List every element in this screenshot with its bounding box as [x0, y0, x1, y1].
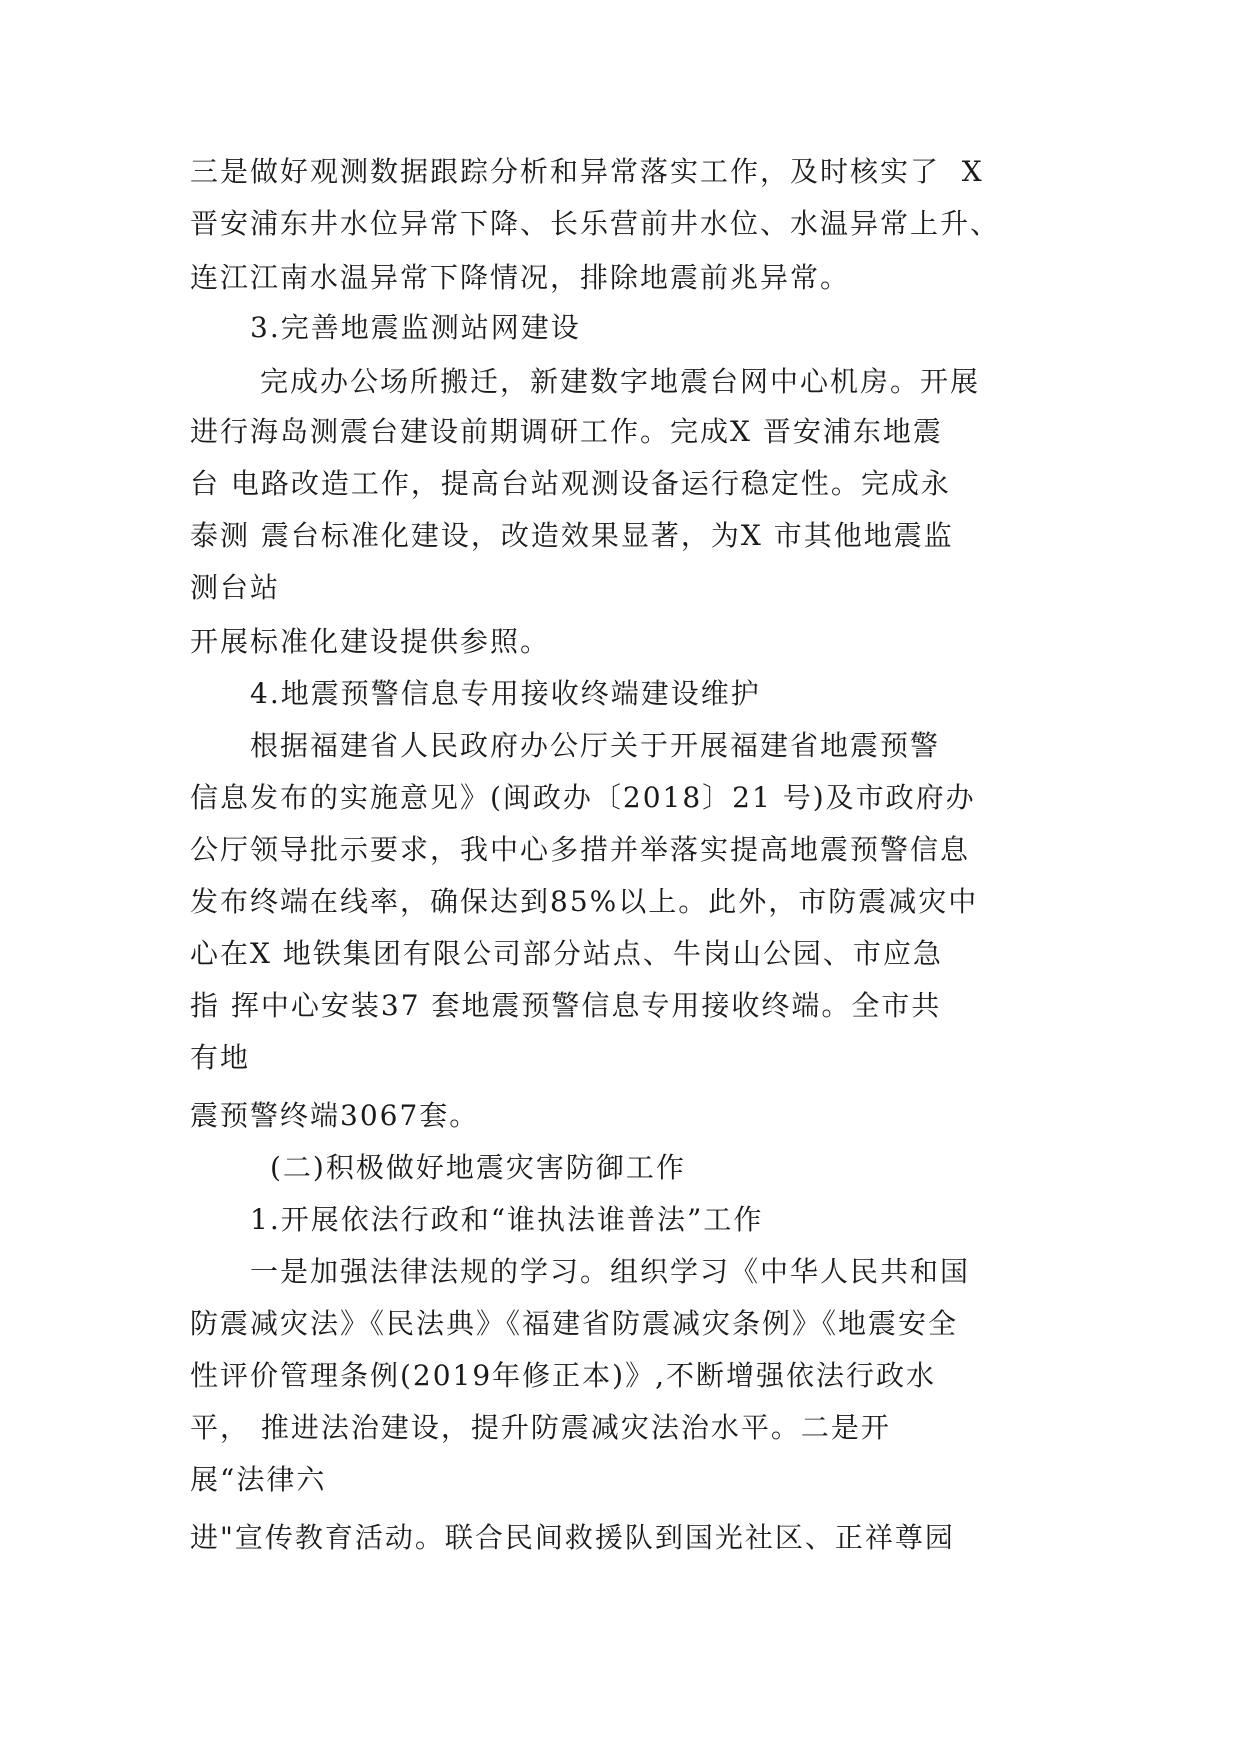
text-line: 心在X 地铁集团有限公司部分站点、牛岗山公园、市应急 — [190, 937, 943, 970]
text-line: 指 挥中心安装37 套地震预警信息专用接收终端。全市共 — [190, 989, 942, 1022]
text-line: 测台站 — [190, 571, 281, 604]
section-heading: 1.开展依法行政和“谁执法谁普法”工作 — [250, 1203, 764, 1236]
text-line: 公厅领导批示要求，我中心多措并举落实提高地震预警信息 — [190, 833, 971, 866]
text-line: 性评价管理条例(2019年修正本)》,不断增强依法行政水 — [190, 1359, 937, 1392]
section-heading: 3.完善地震监测站网建设 — [250, 311, 581, 344]
text-line: 展“法律六 — [190, 1463, 327, 1496]
text-line: 平， 推进法治建设，提升防震减灾法治水平。二是开 — [190, 1411, 891, 1444]
text-line: 根据福建省人民政府办公厅关于开展福建省地震预警 — [250, 729, 941, 762]
text-line: 三是做好观测数据跟踪分析和异常落实工作，及时核实了 X — [190, 155, 984, 188]
section-heading: 4.地震预警信息专用接收终端建设维护 — [250, 677, 761, 710]
text-line: 防震减灾法》《民法典》《福建省防震减灾条例》《地震安全 — [190, 1307, 959, 1340]
text-line: 开展标准化建设提供参照。 — [190, 625, 551, 658]
text-line: 有地 — [190, 1041, 251, 1074]
text-line: 震预警终端3067套。 — [190, 1099, 480, 1132]
text-line: 完成办公场所搬迁，新建数字地震台网中心机房。开展 — [260, 365, 981, 398]
text-line: 一是加强法律法规的学习。组织学习《中华人民共和国 — [250, 1255, 971, 1288]
text-line: 发布终端在线率，确保达到85%以上。此外，市防震减灾中 — [190, 885, 979, 918]
section-heading: (二)积极做好地震灾害防御工作 — [270, 1151, 686, 1184]
text-line: 泰测 震台标准化建设，改造效果显著，为X 市其他地震监 — [190, 519, 954, 552]
text-line: 信息发布的实施意见》(闽政办〔2018〕21 号)及市政府办 — [190, 781, 976, 814]
text-line: 台 电路改造工作，提高台站观测设备运行稳定性。完成永 — [190, 467, 951, 500]
text-line: 进行海岛测震台建设前期调研工作。完成X 晋安浦东地震 — [190, 415, 943, 448]
text-line: 晋安浦东井水位异常下降、长乐营前井水位、水温异常上升、 — [190, 207, 1001, 240]
text-line: 连江江南水温异常下降情况，排除地震前兆异常。 — [190, 261, 851, 294]
text-line: 进"宣传教育活动。联合民间救援队到国光社区、正祥尊园 — [190, 1521, 955, 1554]
